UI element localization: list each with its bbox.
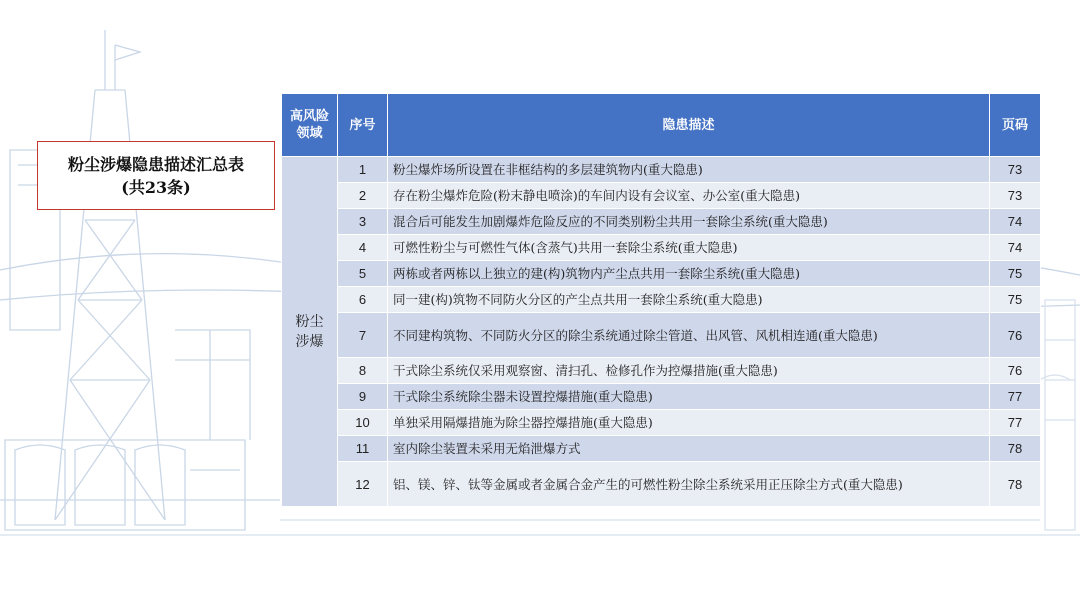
row-seq: 8 [338, 358, 388, 384]
row-desc: 干式除尘系统仅采用观察窗、清扫孔、检修孔作为控爆措施(重大隐患) [388, 358, 990, 384]
row-desc: 单独采用隔爆措施为除尘器控爆措施(重大隐患) [388, 410, 990, 436]
summary-title-box [37, 141, 275, 210]
table-row [282, 436, 1041, 462]
row-seq: 3 [338, 209, 388, 235]
row-desc: 铝、镁、锌、钛等金属或者金属合金产生的可燃性粉尘除尘系统采用正压除尘方式(重大隐患) [388, 462, 990, 507]
row-desc: 同一建(构)筑物不同防火分区的产尘点共用一套除尘系统(重大隐患) [388, 287, 990, 313]
table-row [282, 462, 1041, 507]
row-desc: 混合后可能发生加剧爆炸危险反应的不同类别粉尘共用一套除尘系统(重大隐患) [388, 209, 990, 235]
row-seq: 4 [338, 235, 388, 261]
row-desc: 不同建构筑物、不同防火分区的除尘系统通过除尘管道、出风管、风机相连通(重大隐患) [388, 313, 990, 358]
summary-title: 粉尘涉爆隐患描述汇总表 [67, 154, 244, 174]
row-desc: 干式除尘系统除尘器未设置控爆措施(重大隐患) [388, 384, 990, 410]
row-seq: 2 [338, 183, 388, 209]
row-seq: 7 [338, 313, 388, 358]
row-page: 73 [990, 157, 1041, 183]
row-page: 77 [990, 410, 1041, 436]
row-desc: 存在粉尘爆炸危险(粉末静电喷涂)的车间内设有会议室、办公室(重大隐患) [388, 183, 990, 209]
header-desc: 隐患描述 [388, 94, 990, 157]
row-page: 74 [990, 209, 1041, 235]
header-area: 高风险领域 [282, 94, 338, 157]
table-header-row [282, 94, 1041, 157]
row-seq: 6 [338, 287, 388, 313]
row-page: 76 [990, 313, 1041, 358]
table-row [282, 410, 1041, 436]
table-row [282, 313, 1041, 358]
row-page: 78 [990, 462, 1041, 507]
row-desc: 可燃性粉尘与可燃性气体(含蒸气)共用一套除尘系统(重大隐患) [388, 235, 990, 261]
row-page: 75 [990, 287, 1041, 313]
row-page: 74 [990, 235, 1041, 261]
row-desc: 粉尘爆炸场所设置在非框结构的多层建筑物内(重大隐患) [388, 157, 990, 183]
table-row [282, 261, 1041, 287]
summary-count: (共23条) [121, 177, 191, 197]
row-page: 76 [990, 358, 1041, 384]
table-row [282, 384, 1041, 410]
table-row [282, 358, 1041, 384]
table-row [282, 209, 1041, 235]
table-row [282, 157, 1041, 183]
row-seq: 10 [338, 410, 388, 436]
hazard-summary-table [281, 93, 1041, 507]
row-seq: 1 [338, 157, 388, 183]
row-desc: 两栋或者两栋以上独立的建(构)筑物内产尘点共用一套除尘系统(重大隐患) [388, 261, 990, 287]
row-seq: 12 [338, 462, 388, 507]
row-page: 78 [990, 436, 1041, 462]
table-row [282, 235, 1041, 261]
table-row [282, 287, 1041, 313]
area-cell: 粉尘涉爆 [282, 157, 338, 507]
row-seq: 11 [338, 436, 388, 462]
header-page: 页码 [990, 94, 1041, 157]
row-desc: 室内除尘装置未采用无焰泄爆方式 [388, 436, 990, 462]
header-seq: 序号 [338, 94, 388, 157]
row-seq: 5 [338, 261, 388, 287]
row-page: 73 [990, 183, 1041, 209]
row-page: 75 [990, 261, 1041, 287]
table-row [282, 183, 1041, 209]
row-seq: 9 [338, 384, 388, 410]
row-page: 77 [990, 384, 1041, 410]
